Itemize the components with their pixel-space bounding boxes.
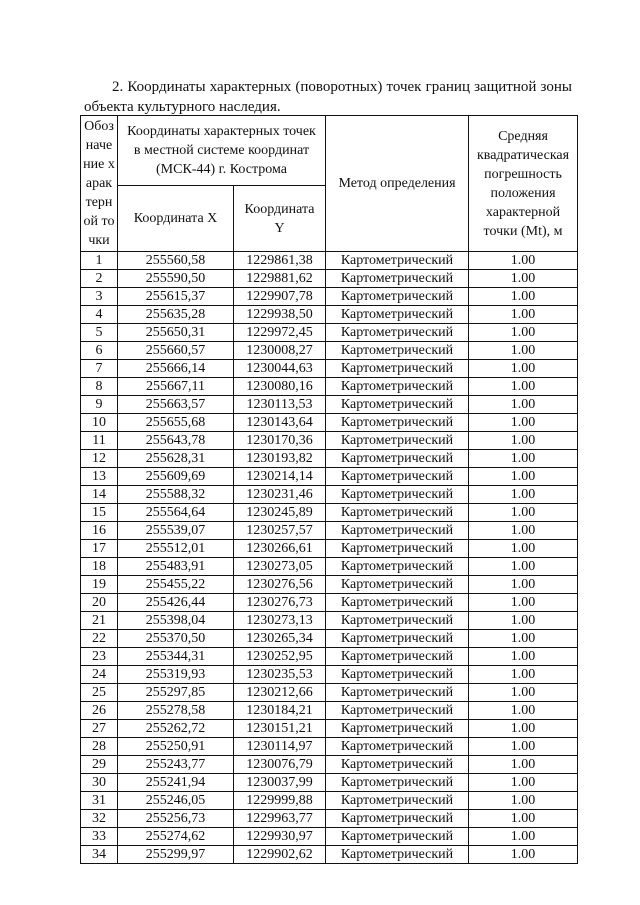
point-id-cell: 12 [81, 450, 118, 468]
method-cell: Картометрический [326, 774, 469, 792]
coordinate-y-cell: 1230273,13 [234, 612, 326, 630]
coordinate-x-cell: 255539,07 [118, 522, 234, 540]
method-cell: Картометрический [326, 810, 469, 828]
table-row [81, 774, 578, 792]
accuracy-cell: 1.00 [469, 702, 578, 720]
accuracy-cell: 1.00 [469, 810, 578, 828]
table-row [81, 396, 578, 414]
accuracy-cell: 1.00 [469, 684, 578, 702]
coordinate-y-cell: 1230151,21 [234, 720, 326, 738]
table-row [81, 288, 578, 306]
coordinate-y-cell: 1230076,79 [234, 756, 326, 774]
coordinate-x-cell: 255628,31 [118, 450, 234, 468]
coordinate-x-cell: 255635,28 [118, 306, 234, 324]
coordinate-x-cell: 255398,04 [118, 612, 234, 630]
coordinate-x-cell: 255588,32 [118, 486, 234, 504]
point-id-cell: 21 [81, 612, 118, 630]
point-id-cell: 28 [81, 738, 118, 756]
method-cell: Картометрический [326, 576, 469, 594]
accuracy-cell: 1.00 [469, 720, 578, 738]
coordinate-y-cell: 1230212,66 [234, 684, 326, 702]
accuracy-cell: 1.00 [469, 576, 578, 594]
coordinate-y-cell: 1230114,97 [234, 738, 326, 756]
coordinate-x-cell: 255243,77 [118, 756, 234, 774]
accuracy-cell: 1.00 [469, 828, 578, 846]
point-id-cell: 8 [81, 378, 118, 396]
point-id-cell: 11 [81, 432, 118, 450]
accuracy-cell: 1.00 [469, 648, 578, 666]
coordinate-x-cell: 255246,05 [118, 792, 234, 810]
accuracy-cell: 1.00 [469, 504, 578, 522]
coordinate-x-cell: 255274,62 [118, 828, 234, 846]
table-row [81, 810, 578, 828]
coordinate-y-cell: 1230245,89 [234, 504, 326, 522]
table-row [81, 630, 578, 648]
method-cell: Картометрический [326, 756, 469, 774]
accuracy-cell: 1.00 [469, 558, 578, 576]
coordinate-y-cell: 1230214,14 [234, 468, 326, 486]
table-row [81, 540, 578, 558]
method-cell: Картометрический [326, 468, 469, 486]
point-id-cell: 13 [81, 468, 118, 486]
point-id-cell: 2 [81, 270, 118, 288]
accuracy-cell: 1.00 [469, 486, 578, 504]
point-id-cell: 22 [81, 630, 118, 648]
table-row [81, 450, 578, 468]
method-cell: Картометрический [326, 324, 469, 342]
accuracy-cell: 1.00 [469, 666, 578, 684]
method-cell: Картометрический [326, 360, 469, 378]
point-id-cell: 15 [81, 504, 118, 522]
method-cell: Картометрический [326, 540, 469, 558]
accuracy-cell: 1.00 [469, 360, 578, 378]
table-row [81, 666, 578, 684]
table-body [81, 252, 578, 864]
point-id-cell: 10 [81, 414, 118, 432]
coordinate-x-cell: 255297,85 [118, 684, 234, 702]
accuracy-cell: 1.00 [469, 468, 578, 486]
point-id-cell: 31 [81, 792, 118, 810]
accuracy-cell: 1.00 [469, 594, 578, 612]
coordinate-y-cell: 1230265,34 [234, 630, 326, 648]
method-cell: Картометрический [326, 648, 469, 666]
table-row [81, 486, 578, 504]
coordinate-y-cell: 1230276,73 [234, 594, 326, 612]
accuracy-cell: 1.00 [469, 414, 578, 432]
point-id-cell: 5 [81, 324, 118, 342]
section-heading: 2. Координаты характерных (поворотных) точек границ защитной зоны объекта культурного наследия. [84, 79, 572, 115]
header-point-id: Обозначение характерной точки [81, 116, 118, 252]
method-cell: Картометрический [326, 450, 469, 468]
accuracy-cell: 1.00 [469, 540, 578, 558]
accuracy-cell: 1.00 [469, 774, 578, 792]
table-row [81, 360, 578, 378]
method-cell: Картометрический [326, 612, 469, 630]
point-id-cell: 30 [81, 774, 118, 792]
method-cell: Картометрический [326, 432, 469, 450]
table-row [81, 828, 578, 846]
coordinate-y-cell: 1230170,36 [234, 432, 326, 450]
table-row [81, 504, 578, 522]
accuracy-cell: 1.00 [469, 522, 578, 540]
coordinate-y-cell: 1229861,38 [234, 252, 326, 270]
accuracy-cell: 1.00 [469, 270, 578, 288]
method-cell: Картометрический [326, 504, 469, 522]
coordinate-y-cell: 1230257,57 [234, 522, 326, 540]
coordinate-y-cell: 1229999,88 [234, 792, 326, 810]
table-row [81, 378, 578, 396]
method-cell: Картометрический [326, 270, 469, 288]
coordinate-y-cell: 1229881,62 [234, 270, 326, 288]
point-id-cell: 16 [81, 522, 118, 540]
coordinate-x-cell: 255643,78 [118, 432, 234, 450]
point-id-cell: 33 [81, 828, 118, 846]
coordinate-x-cell: 255256,73 [118, 810, 234, 828]
coordinate-x-cell: 255241,94 [118, 774, 234, 792]
coordinate-y-cell: 1230252,95 [234, 648, 326, 666]
coordinate-y-cell: 1230235,53 [234, 666, 326, 684]
accuracy-cell: 1.00 [469, 396, 578, 414]
coordinate-y-cell: 1229963,77 [234, 810, 326, 828]
table-row [81, 612, 578, 630]
method-cell: Картометрический [326, 702, 469, 720]
coordinate-x-cell: 255455,22 [118, 576, 234, 594]
point-id-cell: 3 [81, 288, 118, 306]
accuracy-cell: 1.00 [469, 252, 578, 270]
accuracy-cell: 1.00 [469, 630, 578, 648]
accuracy-cell: 1.00 [469, 450, 578, 468]
table-row [81, 342, 578, 360]
table-row [81, 846, 578, 864]
coordinate-y-cell: 1229972,45 [234, 324, 326, 342]
coordinate-x-cell: 255650,31 [118, 324, 234, 342]
table-row [81, 468, 578, 486]
table-row [81, 738, 578, 756]
method-cell: Картометрический [326, 378, 469, 396]
header-coordinate-x: Координата X [118, 186, 234, 252]
table-row [81, 648, 578, 666]
coordinates-table [80, 115, 578, 864]
table-row [81, 792, 578, 810]
table-row [81, 594, 578, 612]
accuracy-cell: 1.00 [469, 432, 578, 450]
coordinate-x-cell: 255564,64 [118, 504, 234, 522]
coordinate-x-cell: 255319,93 [118, 666, 234, 684]
table-row [81, 576, 578, 594]
coordinate-x-cell: 255299,97 [118, 846, 234, 864]
coordinate-y-cell: 1230008,27 [234, 342, 326, 360]
point-id-cell: 9 [81, 396, 118, 414]
coordinate-x-cell: 255660,57 [118, 342, 234, 360]
coordinate-y-cell: 1229907,78 [234, 288, 326, 306]
header-accuracy: Средняя квадратическая погрешность положения характерной точки (Mt), м [469, 116, 578, 252]
point-id-cell: 24 [81, 666, 118, 684]
point-id-cell: 4 [81, 306, 118, 324]
coordinate-x-cell: 255590,50 [118, 270, 234, 288]
accuracy-cell: 1.00 [469, 342, 578, 360]
point-id-cell: 19 [81, 576, 118, 594]
point-id-cell: 1 [81, 252, 118, 270]
method-cell: Картометрический [326, 486, 469, 504]
coordinate-y-cell: 1230080,16 [234, 378, 326, 396]
table-row [81, 522, 578, 540]
accuracy-cell: 1.00 [469, 738, 578, 756]
table-row [81, 414, 578, 432]
coordinate-y-cell: 1230193,82 [234, 450, 326, 468]
accuracy-cell: 1.00 [469, 756, 578, 774]
coordinate-y-cell: 1230113,53 [234, 396, 326, 414]
header-method: Метод определения [326, 116, 469, 252]
method-cell: Картометрический [326, 522, 469, 540]
table-row [81, 252, 578, 270]
method-cell: Картометрический [326, 594, 469, 612]
point-id-cell: 29 [81, 756, 118, 774]
coordinate-y-cell: 1229930,97 [234, 828, 326, 846]
coordinate-x-cell: 255663,57 [118, 396, 234, 414]
method-cell: Картометрический [326, 288, 469, 306]
header-coordinates-group: Координаты характерных точек в местной системе координат (МСК-44) г. Кострома [118, 116, 326, 186]
accuracy-cell: 1.00 [469, 792, 578, 810]
coordinate-y-cell: 1230231,46 [234, 486, 326, 504]
accuracy-cell: 1.00 [469, 306, 578, 324]
coordinate-y-cell: 1230184,21 [234, 702, 326, 720]
accuracy-cell: 1.00 [469, 378, 578, 396]
method-cell: Картометрический [326, 738, 469, 756]
point-id-cell: 14 [81, 486, 118, 504]
coordinate-x-cell: 255250,91 [118, 738, 234, 756]
accuracy-cell: 1.00 [469, 288, 578, 306]
method-cell: Картометрический [326, 828, 469, 846]
coordinate-y-cell: 1230266,61 [234, 540, 326, 558]
table-row [81, 270, 578, 288]
coordinate-y-cell: 1229938,50 [234, 306, 326, 324]
coordinate-y-cell: 1230276,56 [234, 576, 326, 594]
accuracy-cell: 1.00 [469, 324, 578, 342]
method-cell: Картометрический [326, 846, 469, 864]
coordinate-x-cell: 255615,37 [118, 288, 234, 306]
coordinate-y-cell: 1230044,63 [234, 360, 326, 378]
point-id-cell: 27 [81, 720, 118, 738]
method-cell: Картометрический [326, 342, 469, 360]
method-cell: Картометрический [326, 684, 469, 702]
accuracy-cell: 1.00 [469, 846, 578, 864]
coordinate-x-cell: 255512,01 [118, 540, 234, 558]
coordinate-x-cell: 255370,50 [118, 630, 234, 648]
point-id-cell: 25 [81, 684, 118, 702]
coordinate-x-cell: 255483,91 [118, 558, 234, 576]
table-row [81, 306, 578, 324]
method-cell: Картометрический [326, 252, 469, 270]
table-row [81, 684, 578, 702]
header-coordinate-y: Координата Y [234, 186, 326, 252]
coordinate-x-cell: 255609,69 [118, 468, 234, 486]
method-cell: Картометрический [326, 396, 469, 414]
coordinate-x-cell: 255262,72 [118, 720, 234, 738]
coordinate-y-cell: 1229902,62 [234, 846, 326, 864]
coordinate-x-cell: 255426,44 [118, 594, 234, 612]
coordinate-x-cell: 255344,31 [118, 648, 234, 666]
point-id-cell: 23 [81, 648, 118, 666]
table-row [81, 720, 578, 738]
coordinate-y-cell: 1230273,05 [234, 558, 326, 576]
coordinate-x-cell: 255666,14 [118, 360, 234, 378]
point-id-cell: 32 [81, 810, 118, 828]
coordinate-x-cell: 255655,68 [118, 414, 234, 432]
point-id-cell: 18 [81, 558, 118, 576]
coordinate-x-cell: 255278,58 [118, 702, 234, 720]
point-id-cell: 20 [81, 594, 118, 612]
table-row [81, 558, 578, 576]
coordinate-x-cell: 255667,11 [118, 378, 234, 396]
point-id-cell: 7 [81, 360, 118, 378]
coordinate-x-cell: 255560,58 [118, 252, 234, 270]
method-cell: Картометрический [326, 306, 469, 324]
method-cell: Картометрический [326, 414, 469, 432]
method-cell: Картометрический [326, 792, 469, 810]
coordinate-y-cell: 1230037,99 [234, 774, 326, 792]
method-cell: Картометрический [326, 558, 469, 576]
table-row [81, 432, 578, 450]
method-cell: Картометрический [326, 720, 469, 738]
table-row [81, 324, 578, 342]
coordinate-y-cell: 1230143,64 [234, 414, 326, 432]
point-id-cell: 26 [81, 702, 118, 720]
method-cell: Картометрический [326, 666, 469, 684]
table-row [81, 702, 578, 720]
table-row [81, 756, 578, 774]
accuracy-cell: 1.00 [469, 612, 578, 630]
point-id-cell: 6 [81, 342, 118, 360]
point-id-cell: 34 [81, 846, 118, 864]
method-cell: Картометрический [326, 630, 469, 648]
point-id-cell: 17 [81, 540, 118, 558]
